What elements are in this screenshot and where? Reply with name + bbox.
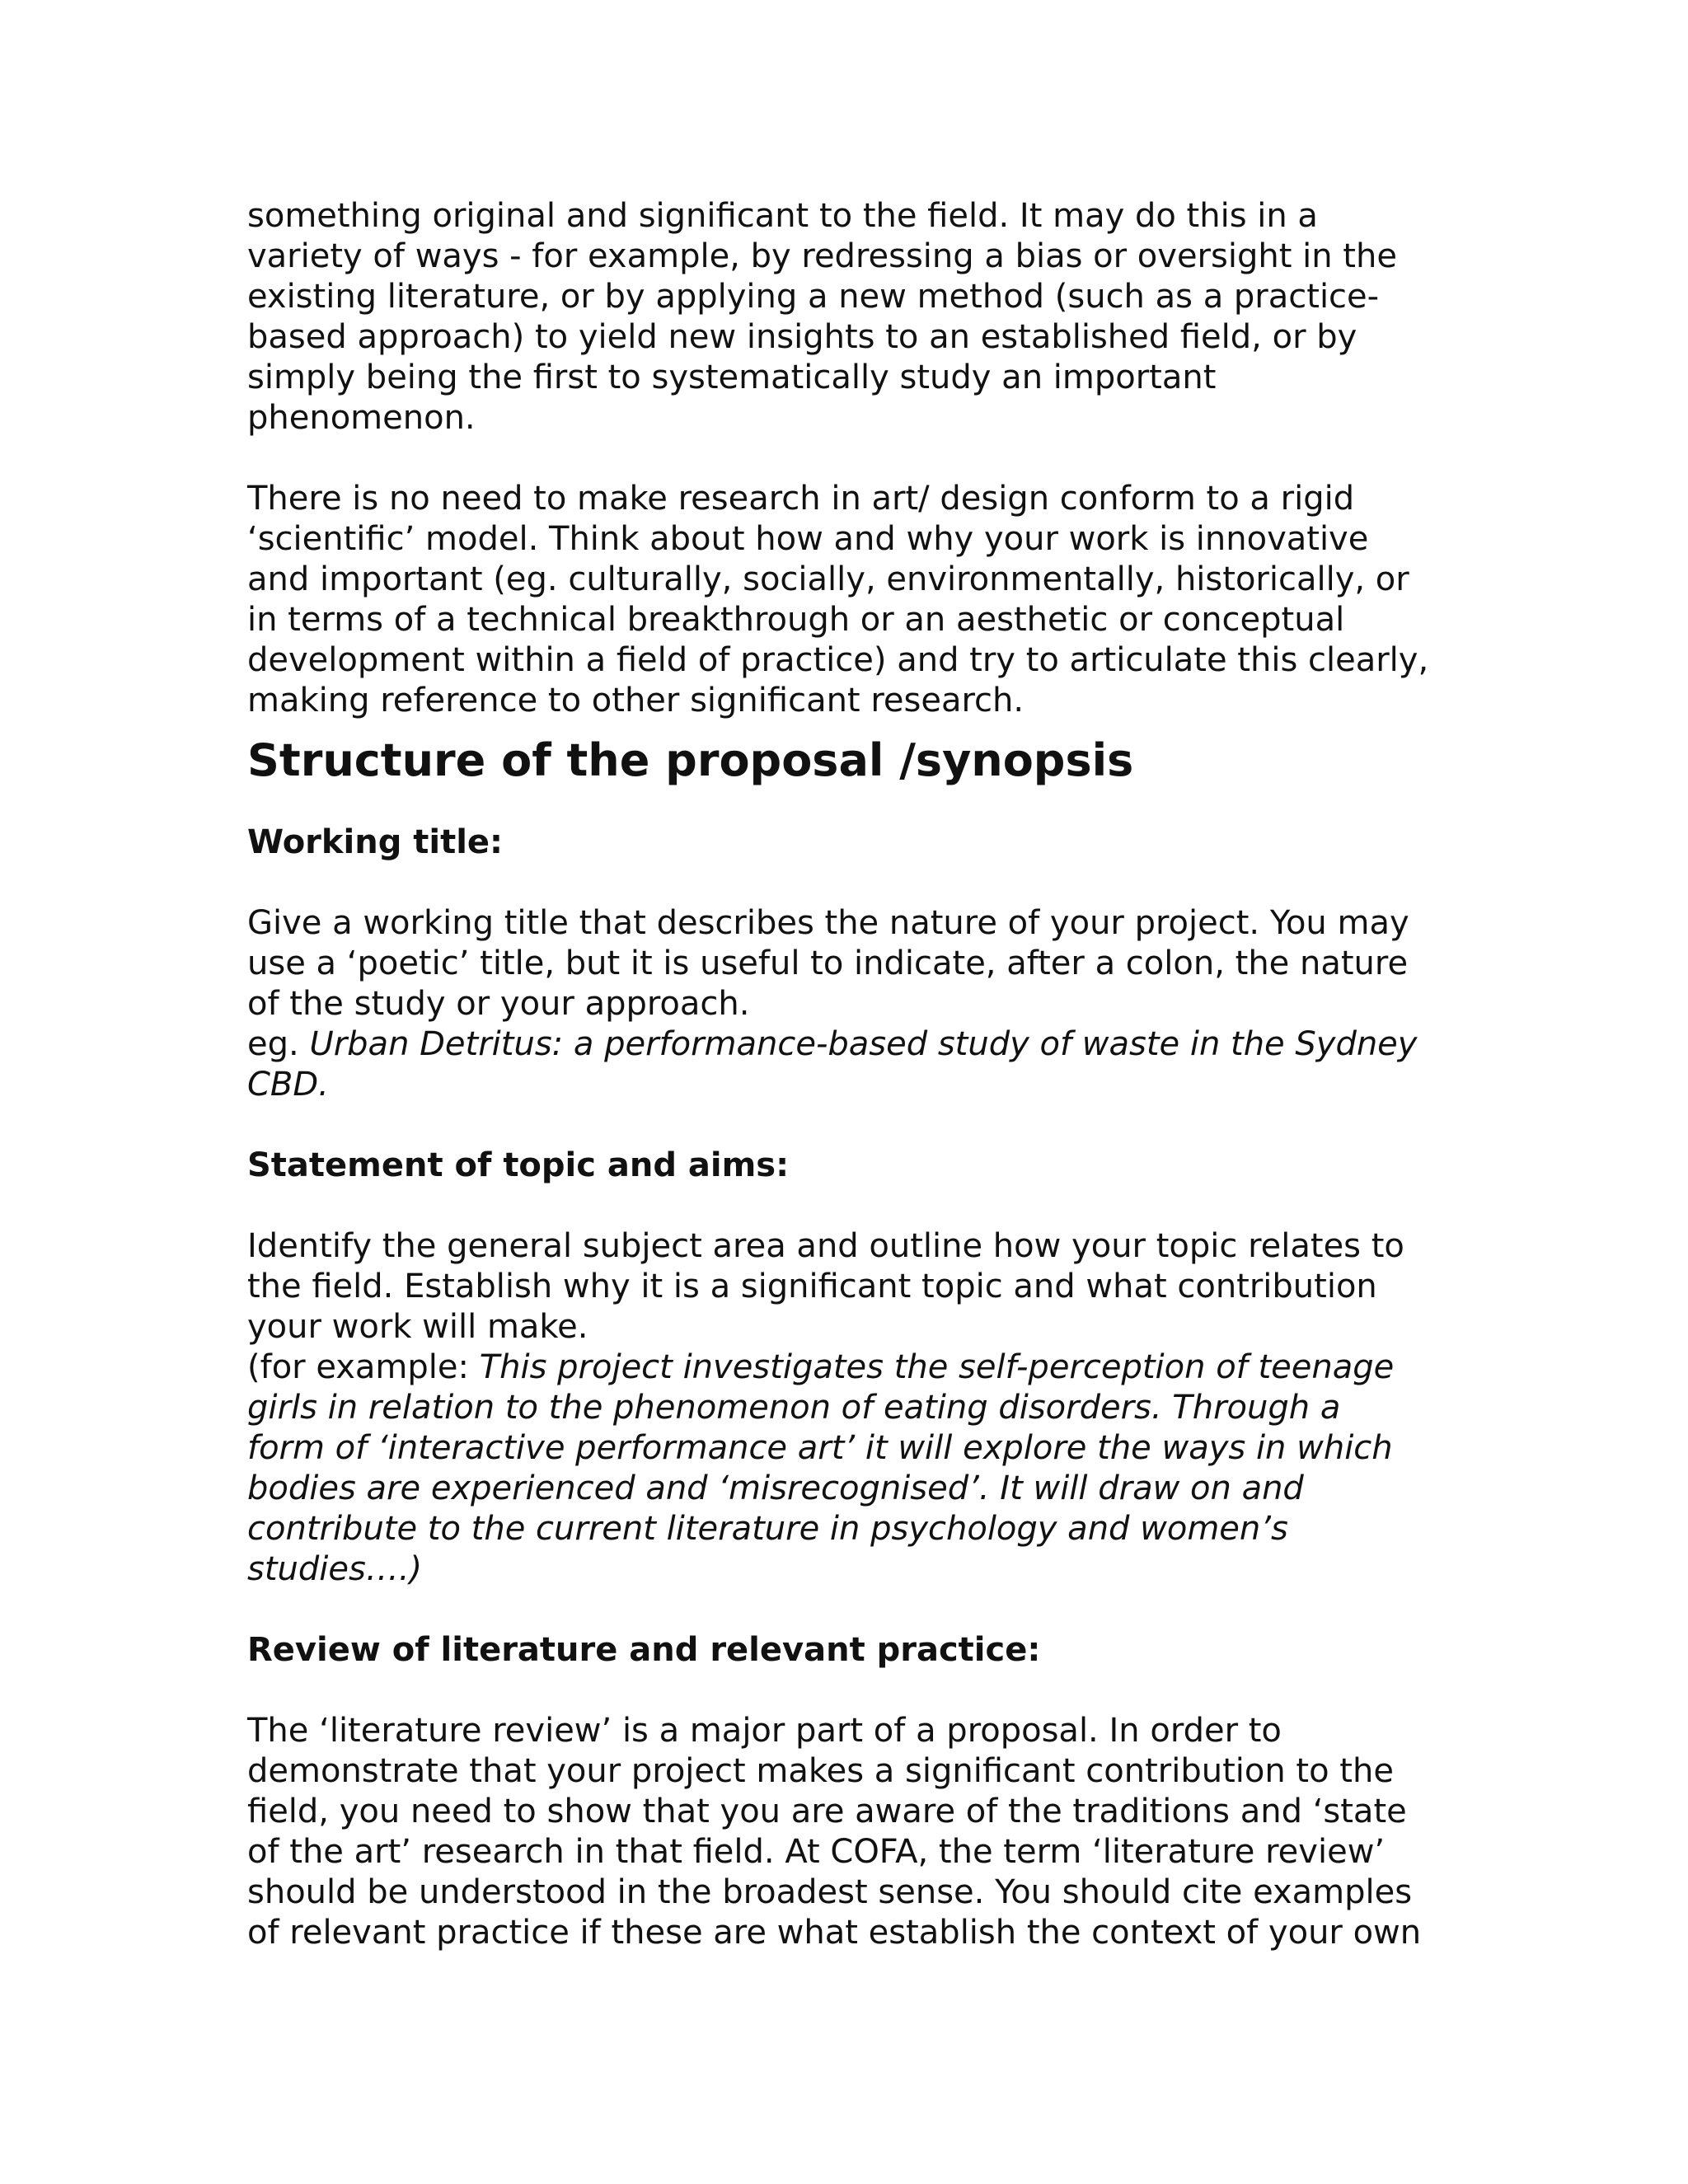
paragraph-spacer <box>247 1186 1451 1226</box>
text-line: of the study or your approach. <box>247 985 750 1023</box>
example-text: CBD. <box>247 1066 329 1104</box>
text-line: phenomenon. <box>247 399 476 437</box>
review-paragraph <box>247 1711 1451 1953</box>
paragraph-spacer <box>247 438 1451 479</box>
text-line: should be understood in the broadest sense. You should cite examples <box>247 1873 1413 1911</box>
example-text: studies….) <box>247 1550 423 1588</box>
example-text: girls in relation to the phenomenon of eating disorders. Through a <box>247 1389 1341 1427</box>
working-title-paragraph <box>247 903 1451 1105</box>
text-line: simply being the first to systematically study an important <box>247 359 1217 396</box>
text-line: making reference to other significant research. <box>247 682 1025 719</box>
topic-aims-heading: Statement of topic and aims: <box>247 1146 790 1184</box>
text-line: based approach) to yield new insights to an established field, or by <box>247 318 1357 356</box>
example-line <box>247 1024 1451 1065</box>
text-line: in terms of a technical breakthrough or an aesthetic or conceptual <box>247 601 1345 639</box>
example-text: bodies are experienced and ‘misrecognised’. It will draw on and <box>247 1469 1304 1507</box>
example-prefix: eg. <box>247 1025 310 1063</box>
example-text: This project investigates the self-perception of teenage <box>479 1348 1395 1386</box>
document-body <box>247 196 1451 1953</box>
example-text: Urban Detritus: a performance-based study of waste in the Sydney <box>309 1025 1418 1063</box>
text-line: demonstrate that your project makes a significant contribution to the <box>247 1752 1394 1790</box>
text-line: something original and significant to the field. It may do this in a <box>247 197 1318 235</box>
example-text: contribute to the current literature in psychology and women’s <box>247 1510 1288 1548</box>
text-line: field, you need to show that you are aware of the traditions and ‘state <box>247 1793 1407 1830</box>
paragraph-spacer <box>247 1590 1451 1630</box>
text-line: There is no need to make research in art/ design conform to a rigid <box>247 480 1355 518</box>
text-line: the field. Establish why it is a significant topic and what contribution <box>247 1268 1377 1305</box>
text-line: your work will make. <box>247 1308 588 1346</box>
review-heading: Review of literature and relevant practice: <box>247 1631 1041 1669</box>
text-line: use a ‘poetic’ title, but it is useful to indicate, after a colon, the nature <box>247 944 1409 982</box>
example-line <box>247 1347 1451 1388</box>
working-title-heading: Working title: <box>247 823 504 861</box>
text-line: and important (eg. culturally, socially, environmentally, historically, or <box>247 560 1409 598</box>
text-line: existing literature, or by applying a new method (such as a practice- <box>247 278 1380 316</box>
text-line: development within a field of practice) and try to articulate this clearly, <box>247 641 1429 679</box>
topic-aims-paragraph <box>247 1226 1451 1590</box>
text-line: of relevant practice if these are what establish the context of your own <box>247 1914 1422 1952</box>
paragraph-spacer <box>247 1671 1451 1711</box>
intro-paragraph <box>247 196 1451 438</box>
section-heading: Structure of the proposal /synopsis <box>247 734 1134 786</box>
text-line: The ‘literature review’ is a major part of a proposal. In order to <box>247 1712 1282 1750</box>
text-line: ‘scientific’ model. Think about how and why your work is innovative <box>247 520 1369 558</box>
text-line: Identify the general subject area and outline how your topic relates to <box>247 1227 1404 1265</box>
example-prefix: (for example: <box>247 1348 480 1386</box>
example-text: form of ‘interactive performance art’ it will explore the ways in which <box>247 1429 1393 1467</box>
paragraph-spacer <box>247 1105 1451 1146</box>
paragraph-spacer <box>247 863 1451 903</box>
research-model-paragraph <box>247 479 1451 721</box>
text-line: Give a working title that describes the nature of your project. You may <box>247 904 1409 942</box>
text-line: of the art’ research in that field. At COFA, the term ‘literature review’ <box>247 1833 1386 1871</box>
text-line: variety of ways - for example, by redressing a bias or oversight in the <box>247 237 1397 275</box>
